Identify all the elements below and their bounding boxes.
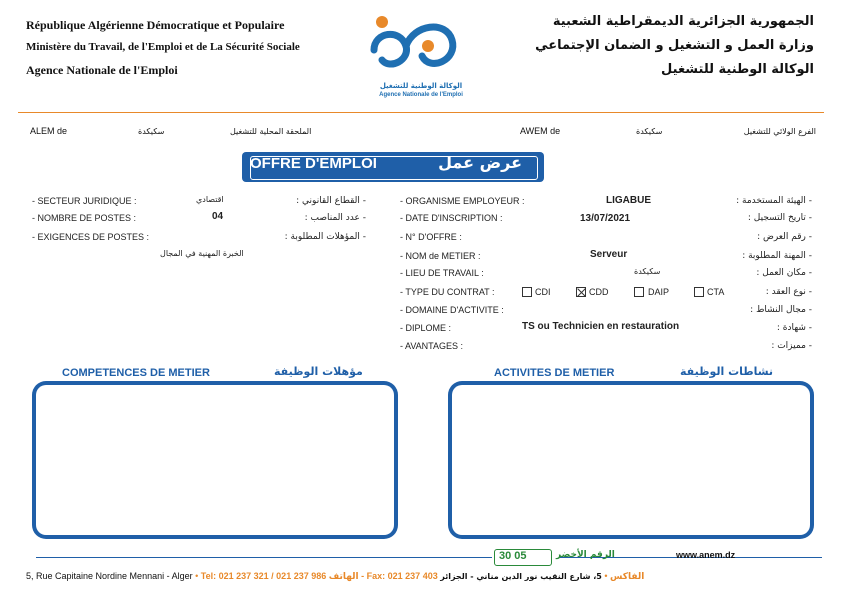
field-label-fr: - ORGANISME EMPLOYEUR : — [400, 196, 525, 206]
fax: - Fax: 021 237 403 — [361, 571, 438, 581]
field-value: Serveur — [590, 249, 628, 260]
fax-ar: الفاكس — [610, 572, 645, 582]
field-label-ar: - مكان العمل : — [756, 268, 812, 278]
field-label-fr: - LIEU DE TRAVAIL : — [400, 268, 484, 278]
address-fr: 5, Rue Capitaine Nordine Mennani - Alger — [26, 571, 193, 581]
footer-address: 5, Rue Capitaine Nordine Mennani - Alger • Tel: 021 237 321 / 021 237 986 الهاتف - Fax: 021 237 403 الفاكس • 5، شارع النقيب نور الدين مناني - الجزائر — [26, 571, 645, 582]
header-fr-line2: Ministère du Travail, de l'Emploi et de La Sécurité Sociale — [26, 41, 300, 53]
competences-textarea[interactable] — [36, 385, 394, 535]
field-label-fr: - AVANTAGES : — [400, 341, 464, 351]
field-label-ar: - عدد المناصب : — [304, 213, 366, 223]
field-value: 13/07/2021 — [580, 213, 631, 224]
header-divider — [18, 112, 824, 113]
alem-value: سكيكدة — [138, 127, 165, 136]
tel-ar: الهاتف — [328, 572, 359, 582]
field-label-fr: - DIPLOME : — [400, 323, 452, 333]
field-value: اقتصادي — [196, 195, 224, 204]
header-fr-line1: République Algérienne Démocratique et Populaire — [26, 18, 285, 32]
checkbox-label: DAIP — [648, 287, 670, 297]
alem-label: ALEM de — [30, 126, 68, 136]
field-label-fr: - NOMBRE DE POSTES : — [32, 213, 137, 223]
anem-logo — [366, 10, 476, 102]
logo-ar-text: الوكالة الوطنية للتشغيل — [379, 82, 463, 90]
checkbox-label: CDD — [589, 287, 609, 297]
activites-panel — [448, 381, 814, 539]
field-value: LIGABUE — [606, 195, 651, 206]
activites-title-fr: ACTIVITES DE METIER — [494, 367, 615, 379]
awem-ar-label: الفرع الولائي للتشغيل — [743, 127, 816, 136]
field-label-ar: - مميزات : — [771, 341, 812, 351]
header-ar-line2: وزارة العمل و التشغيل و الضمان الإجتماعي — [535, 38, 814, 53]
checkbox-daip[interactable] — [634, 287, 644, 297]
checkbox-cdi[interactable] — [522, 287, 532, 297]
website-link[interactable]: www.anem.dz — [676, 550, 736, 560]
competences-panel — [32, 381, 398, 539]
field-label-ar: - القطاع القانوني : — [296, 196, 366, 206]
header-ar-line3: الوكالة الوطنية للتشغيل — [661, 62, 814, 77]
offer-title-ar: عرض عمل — [438, 153, 522, 172]
field-value: TS ou Technicien en restauration — [522, 321, 680, 332]
field-label-fr: - SECTEUR JURIDIQUE : — [32, 196, 137, 206]
logo-icon — [366, 10, 476, 82]
field-label-ar: - رقم العرض : — [757, 232, 812, 242]
checkbox-label: CDI — [535, 287, 551, 297]
field-label-ar: - الهيئة المستخدمة : — [736, 196, 812, 206]
green-number-label: الرقم الأخضر — [556, 550, 615, 560]
offer-title-banner — [242, 152, 544, 182]
field-label-ar: - المؤهلات المطلوبة : — [284, 232, 366, 242]
logo-fr-text: Agence Nationale de l'Emploi — [379, 92, 463, 98]
field-label-ar: - المهنة المطلوبة : — [742, 251, 812, 261]
activites-title-ar: نشاطات الوظيفة — [680, 365, 774, 378]
field-label-ar: - نوع العقد : — [765, 287, 812, 297]
field-label-ar: - مجال النشاط : — [750, 305, 812, 315]
field-value: سكيكدة — [634, 267, 661, 276]
checkbox-cdd[interactable] — [576, 287, 586, 297]
checkbox-label: CTA — [707, 287, 725, 297]
competences-title-fr: COMPETENCES DE METIER — [62, 367, 210, 379]
alem-ar-label: الملحقة المحلية للتشغيل — [230, 127, 312, 136]
address-ar: 5، شارع النقيب نور الدين مناني - الجزائر — [440, 572, 602, 581]
field-label-ar: - شهادة : — [776, 323, 812, 333]
header-ar-line1: الجمهورية الجزائرية الديمقراطية الشعبية — [552, 14, 814, 29]
field-label-ar: - تاريخ التسجيل : — [747, 213, 812, 223]
awem-label: AWEM de — [520, 126, 561, 136]
field-label-fr: - N° D'OFFRE : — [400, 232, 462, 242]
field-label-fr: - NOM de METIER : — [400, 251, 481, 261]
field-value: الخبرة المهنية في المجال — [160, 249, 244, 258]
field-value: 04 — [212, 211, 224, 222]
header-fr-line3: Agence Nationale de l'Emploi — [26, 63, 178, 77]
awem-value: سكيكدة — [636, 127, 663, 136]
field-label-fr: - EXIGENCES DE POSTES : — [32, 232, 150, 242]
tel: Tel: 021 237 321 / 021 237 986 — [200, 571, 327, 581]
activites-textarea[interactable] — [452, 385, 810, 535]
green-number: 30 05 — [499, 550, 527, 562]
competences-title-ar: مؤهلات الوظيفة — [274, 365, 363, 378]
field-label-fr: - DOMAINE D'ACTIVITE : — [400, 305, 504, 315]
field-label-fr: - DATE D'INSCRIPTION : — [400, 213, 503, 223]
field-label-fr: - TYPE DU CONTRAT : — [400, 287, 495, 297]
checkbox-cta[interactable] — [694, 287, 704, 297]
green-number-badge — [494, 549, 552, 566]
footer-line-left — [36, 557, 492, 558]
offer-title-fr: OFFRE D'EMPLOI — [250, 155, 377, 172]
